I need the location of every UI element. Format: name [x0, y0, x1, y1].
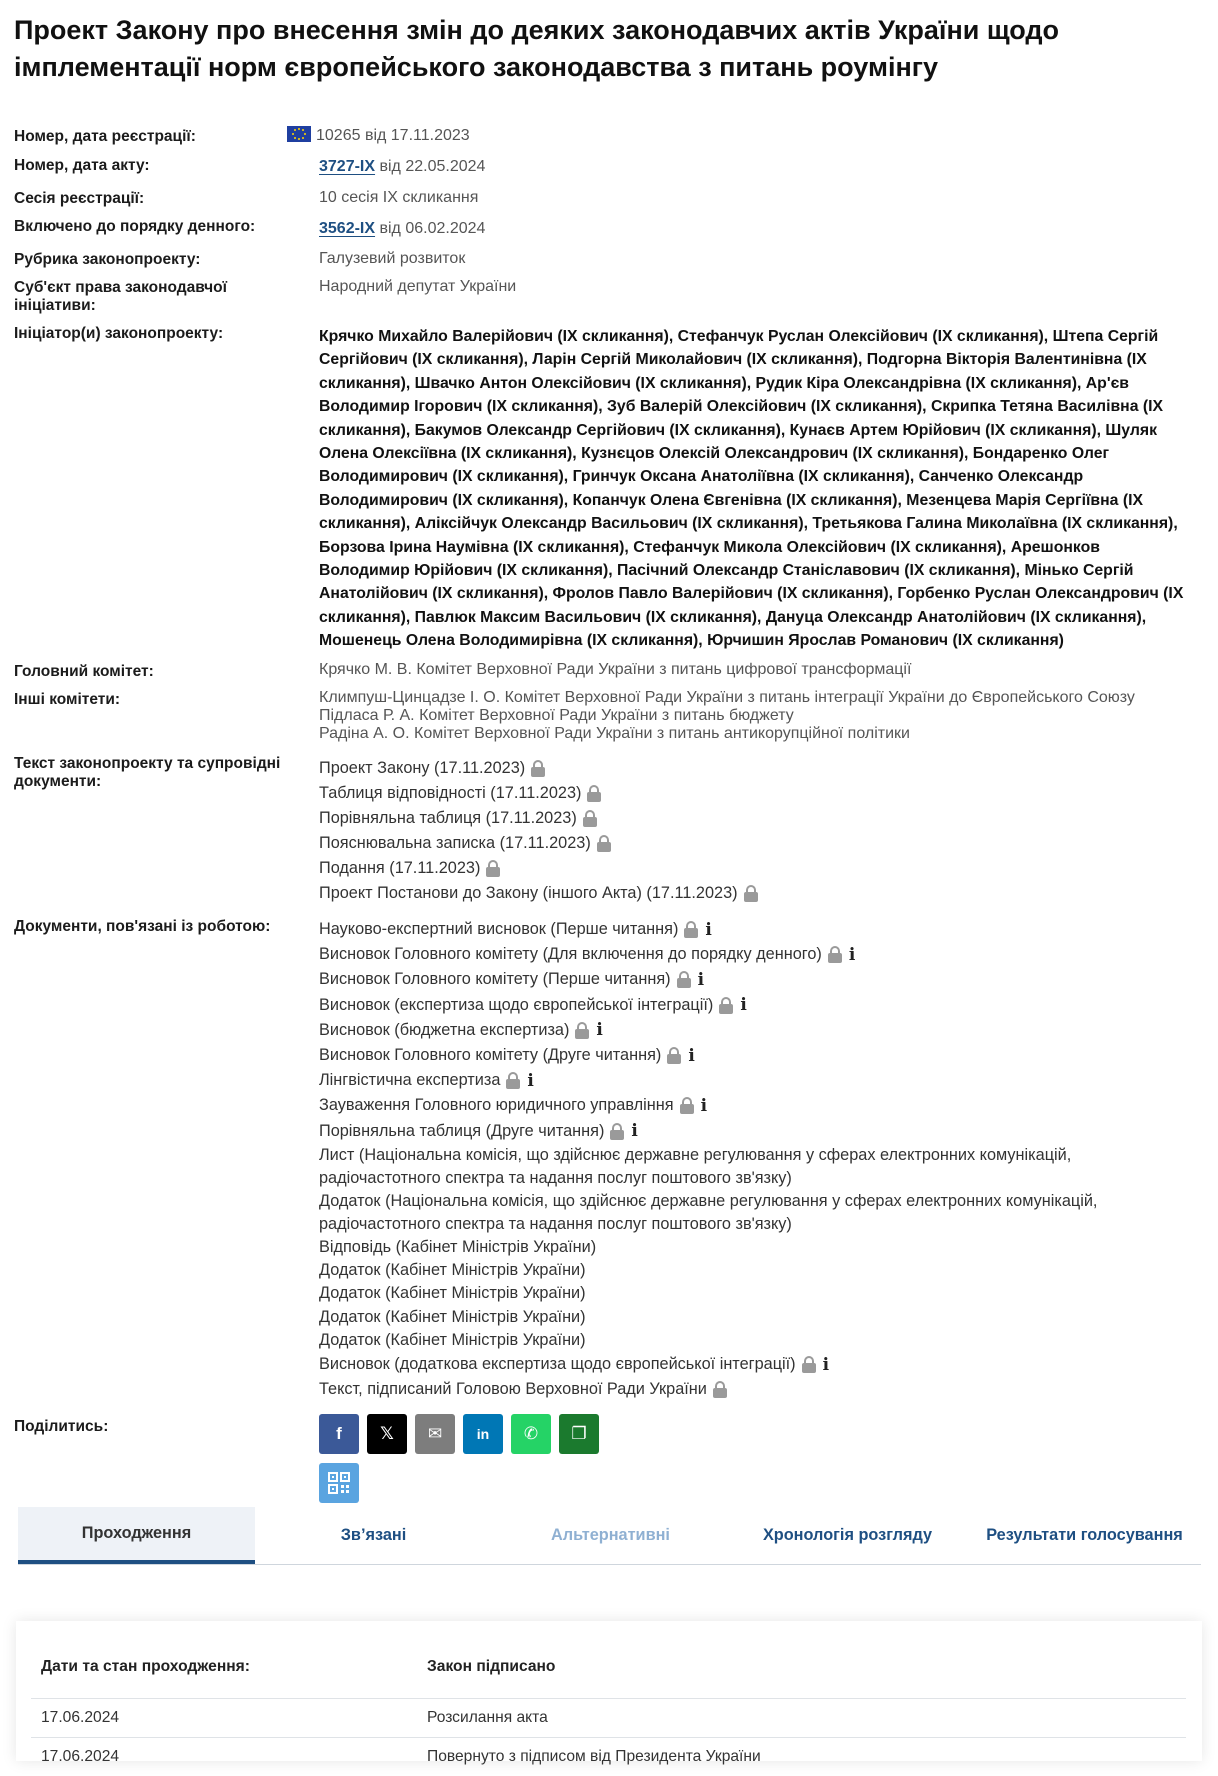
- x-share-button[interactable]: [367, 1414, 407, 1454]
- session-label: Сесія реєстрації:: [14, 190, 145, 207]
- tab-related[interactable]: Зв’язані: [340, 1526, 407, 1544]
- work-doc-item[interactable]: Текст, підписаний Головою Верховної Ради України: [319, 1377, 1199, 1402]
- work-doc-item[interactable]: Висновок Головного комітету (Для включення до порядку денного) i: [319, 944, 856, 965]
- share-label: Поділитись:: [14, 1418, 109, 1435]
- lock-icon: [828, 946, 842, 963]
- reg-value: 10265 від 17.11.2023: [316, 127, 470, 144]
- subject-label: Суб'єкт права законодавчої ініціативи:: [14, 279, 227, 314]
- lock-icon: [583, 810, 597, 827]
- work-doc-item[interactable]: Додаток (Кабінет Міністрів України): [319, 1261, 586, 1280]
- work-doc-item[interactable]: Висновок Головного комітету (Друге читання) i: [319, 1045, 695, 1066]
- whatsapp-share-button[interactable]: [511, 1414, 551, 1454]
- lock-icon: [680, 1097, 694, 1114]
- other-committees-list: [319, 689, 1135, 743]
- lock-icon: [597, 835, 611, 852]
- whatsapp-icon: ✆: [523, 1424, 539, 1443]
- subject-value: Народний депутат України: [319, 278, 517, 295]
- lock-icon: [506, 1072, 520, 1089]
- passage-status: Розсилання акта: [427, 1709, 548, 1726]
- committee-item: Радіна А. О. Комітет Верховної Ради України з питань антикорупційної політики: [319, 725, 910, 742]
- work-doc-item[interactable]: Відповідь (Кабінет Міністрів України): [319, 1237, 597, 1256]
- rubric-value: Галузевий розвиток: [319, 250, 466, 267]
- lock-icon: [587, 785, 601, 802]
- lock-icon: [667, 1047, 681, 1064]
- work-doc-item[interactable]: Додаток (Кабінет Міністрів України): [319, 1331, 586, 1350]
- other-committees-label: Інші комітети:: [14, 691, 121, 708]
- bill-doc-item[interactable]: Порівняльна таблиця (17.11.2023): [319, 806, 1199, 831]
- copy-link-button[interactable]: [559, 1414, 599, 1454]
- initiators-label: Ініціатор(и) законопроекту:: [14, 325, 224, 342]
- copy-icon: ❐: [571, 1424, 587, 1443]
- bill-doc-item[interactable]: Проект Закону (17.11.2023): [319, 756, 1199, 781]
- info-icon[interactable]: i: [596, 1020, 603, 1041]
- initiators-list: Крячко Михайло Валерійович (IX скликання), Стефанчук Руслан Олексійович (IX скликання), Штепа Сергій Сергійович (IX скликання), Ларін Сергій Миколайович (IX скликання), Подгорна Вікторія Валентинівна (IX скликання), Швачко Антон Олексійович (IX скликання), Рудик Кіра Олександрівна (IX скликання), Ар'єв Володимир Ігорович (IX скликання), Зуб Валерій Олексійович (IX скликання), Скрипка Тетяна Василівна (IX скликання), Бакумов Олександр Сергійович (IX скликання), Кунаєв Артем Юрійович (IX скликання), Шуляк Олена Олексіївна (IX скликання), Кузнєцов Олексій Олександрович (IX скликання), Бондаренко Олег Володимирович (IX скликання), Гринчук Оксана Анатоліївна (IX скликання), Санченко Олександр Володимирович (IX скликання), Копанчук Олена Євгенівна (IX скликання), Мезенцева Марія Сергіївна (IX скликання), Аліксійчук Олександр Васильович (IX скликання), Третьякова Галина Миколаївна (IX скликання), Борзова Ірина Наумівна (IX скликання), Стефанчук Микола Олексійович (IX скликання), Арешонков Володимир Юрійович (IX скликання), Пасічний Олександр Станіславович (IX скликання), Мінько Сергій Анатолійович (IX скликання), Фролов Павло Валерійович (IX скликання), Горбенко Руслан Олександрович (IX скликання), Павлюк Максим Васильович (IX скликання), Дануца Олександр Анатолійович (IX скликання), Мошенець Олена Володимирівна (IX скликання), Юрчишин Ярослав Романович (IX скликання): [319, 328, 1184, 650]
- act-date: від 22.05.2024: [379, 158, 486, 175]
- main-committee-label: Головний комітет:: [14, 663, 154, 680]
- main-committee-value: Крячко М. В. Комітет Верховної Ради України з питань цифрової трансформації: [319, 661, 912, 678]
- eu-flag-icon: [287, 126, 311, 142]
- info-icon[interactable]: i: [705, 919, 712, 940]
- agenda-number-link[interactable]: 3562-IX: [319, 220, 376, 237]
- work-doc-item[interactable]: Додаток (Кабінет Міністрів України): [319, 1284, 586, 1303]
- info-icon[interactable]: i: [740, 995, 747, 1016]
- work-docs-list: [319, 917, 1199, 1402]
- committee-item: Климпуш-Цинцадзе І. О. Комітет Верховної Ради України з питань інтеграції України до Європейського Союзу: [319, 689, 1135, 706]
- tab-bar: [18, 1507, 1201, 1565]
- tab-alternative: Альтернативні: [551, 1526, 670, 1544]
- lock-icon: [610, 1123, 624, 1140]
- info-icon[interactable]: i: [631, 1121, 638, 1142]
- lock-icon: [531, 760, 545, 777]
- work-doc-item[interactable]: Науково-експертний висновок (Перше читання) i: [319, 919, 712, 940]
- agenda-label: Включено до порядку денного:: [14, 218, 256, 235]
- info-icon[interactable]: i: [700, 1095, 708, 1116]
- linkedin-icon: in: [476, 1426, 490, 1442]
- info-icon[interactable]: i: [822, 1354, 830, 1375]
- passage-status: Повернуто з підписом від Президента України: [427, 1748, 761, 1765]
- work-doc-item[interactable]: Лист (Національна комісія, що здійснює державне регулювання у сферах електронних комунікацій, радіочастотного спектра та надання послуг поштового зв'язку): [319, 1145, 1072, 1187]
- bill-docs-list: [319, 756, 1199, 906]
- work-doc-item[interactable]: Висновок (додаткова експертиза щодо європейської інтеграції) i: [319, 1354, 830, 1375]
- table-row: [31, 1698, 1186, 1737]
- lock-icon: [677, 971, 691, 988]
- texts-label: Текст законопроекту та супровідні документи:: [14, 755, 281, 790]
- qr-code-icon: [319, 1463, 359, 1503]
- email-share-button[interactable]: [415, 1414, 455, 1454]
- passage-header-row: [31, 1647, 1186, 1686]
- agenda-date: від 06.02.2024: [379, 220, 486, 237]
- work-doc-item[interactable]: Порівняльна таблиця (Друге читання) i: [319, 1121, 638, 1142]
- facebook-icon: f: [336, 1424, 342, 1443]
- passage-header-dates: Дати та стан проходження:: [41, 1657, 250, 1675]
- page-title: Проект Закону про внесення змін до деяких законодавчих актів України щодо імплементації норм європейського законодавства з питань роумінгу: [14, 15, 1060, 82]
- reg-label: Номер, дата реєстрації:: [14, 128, 196, 145]
- table-row: [31, 1737, 1186, 1776]
- info-icon[interactable]: i: [527, 1070, 534, 1091]
- share-buttons: [319, 1414, 599, 1454]
- bill-doc-item[interactable]: Пояснювальна записка (17.11.2023): [319, 831, 1199, 856]
- rubric-label: Рубрика законопроекту:: [14, 251, 201, 268]
- lock-icon: [486, 860, 500, 877]
- facebook-share-button[interactable]: [319, 1414, 359, 1454]
- bill-doc-item[interactable]: Проект Постанови до Закону (іншого Акта) (17.11.2023): [319, 881, 1199, 906]
- lock-icon: [719, 997, 733, 1014]
- info-icon[interactable]: i: [848, 944, 856, 965]
- qr-code-button[interactable]: [319, 1463, 359, 1503]
- work-doc-item[interactable]: Додаток (Кабінет Міністрів України): [319, 1307, 586, 1326]
- work-doc-item[interactable]: Додаток (Національна комісія, що здійснює державне регулювання у сферах електронних комунікацій, радіочастотного спектра та надання послуг поштового зв'язку): [319, 1191, 1098, 1233]
- email-icon: ✉: [427, 1424, 443, 1443]
- work-doc-item[interactable]: Висновок (бюджетна експертиза) i: [319, 1020, 603, 1041]
- work-doc-item[interactable]: Зауваження Головного юридичного управління i: [319, 1095, 708, 1116]
- tab-voting-results[interactable]: Результати голосування: [986, 1526, 1183, 1544]
- passage-panel: [16, 1621, 1202, 1765]
- info-icon[interactable]: i: [697, 969, 705, 990]
- act-number-link[interactable]: 3727-IX: [319, 158, 376, 175]
- passage-date: 17.06.2024: [41, 1748, 120, 1765]
- lock-icon: [802, 1356, 816, 1373]
- bill-doc-item[interactable]: Таблиця відповідності (17.11.2023): [319, 781, 1199, 806]
- act-label: Номер, дата акту:: [14, 157, 150, 174]
- committee-item: Підласа Р. А. Комітет Верховної Ради України з питань бюджету: [319, 707, 794, 724]
- lock-icon: [684, 921, 698, 938]
- lock-icon: [713, 1381, 727, 1398]
- passage-date: 17.06.2024: [41, 1709, 120, 1726]
- x-icon: 𝕏: [380, 1424, 394, 1443]
- bill-doc-item[interactable]: Подання (17.11.2023): [319, 856, 1199, 881]
- session-value: 10 сесія IX скликання: [319, 189, 479, 206]
- work-doc-item[interactable]: Висновок Головного комітету (Перше читання) i: [319, 969, 705, 990]
- lock-icon: [744, 885, 758, 902]
- lock-icon: [575, 1022, 589, 1039]
- work-doc-item[interactable]: Висновок (експертиза щодо європейської інтеграції) i: [319, 995, 747, 1016]
- linkedin-share-button[interactable]: [463, 1414, 503, 1454]
- related-label: Документи, пов'язані із роботою:: [14, 918, 271, 935]
- tab-chronology[interactable]: Хронологія розгляду: [762, 1526, 933, 1544]
- info-icon[interactable]: i: [688, 1045, 695, 1066]
- tab-passage[interactable]: Проходження: [18, 1507, 255, 1564]
- work-doc-item[interactable]: Лінгвістична експертиза i: [319, 1070, 534, 1091]
- passage-header-status: Закон підписано: [427, 1657, 556, 1675]
